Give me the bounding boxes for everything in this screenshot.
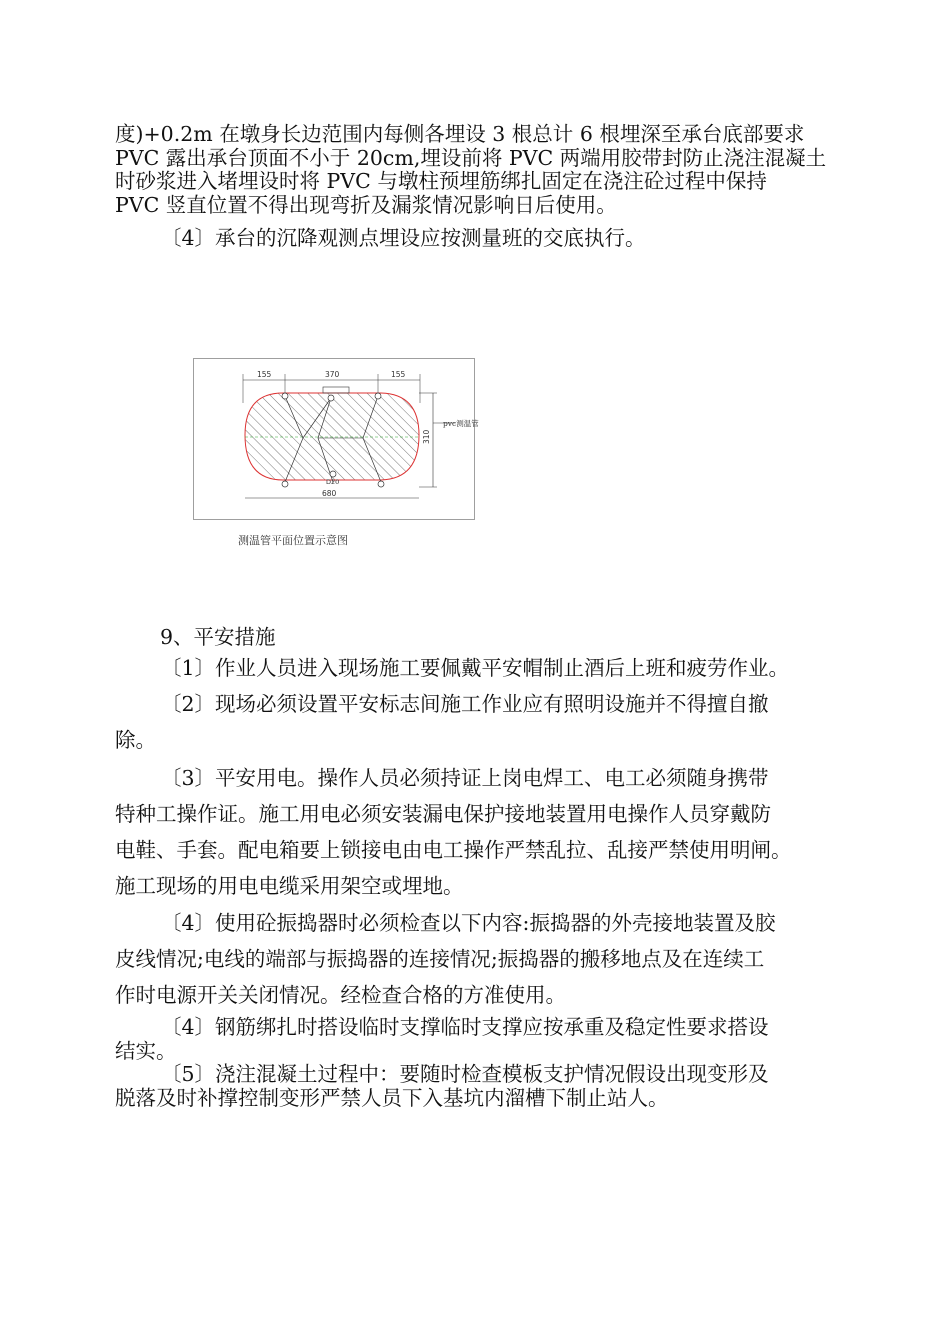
pvc-pipe-marker [282,393,288,399]
pvc-pipe-marker [375,393,381,399]
dim-label-right: 155 [391,370,406,379]
text-line: 度)+0.2m 在墩身长边范围内每侧各埋设 3 根总计 6 根埋深至承台底部要求 [115,122,805,146]
figure-caption: 测温管平面位置示意图 [238,534,348,547]
dim-label-mid: 370 [325,370,340,379]
text-line: 〔1〕作业人员进入现场施工要佩戴平安帽制止酒后上班和疲劳作业。 [161,656,790,680]
text-line: 〔2〕现场必须设置平安标志间施工作业应有照明设施并不得擅自撤 [161,692,769,716]
paragraph-settlement-point: 〔4〕承台的沉降观测点埋设应按测量班的交底执行。 [161,226,646,250]
text-line: PVC 露出承台顶面不小于 20cm,埋设前将 PVC 两端用胶带封防止浇注混凝土 [115,145,827,170]
safety-item-5 [115,1016,845,1063]
diagram-svg [193,358,479,520]
text-line: 电鞋、手套。配电箱要上锁接电由电工操作严禁乱拉、乱接严禁使用明闸。 [115,838,792,862]
dim-label-width: 680 [322,489,337,498]
text-line: 〔4〕使用砼振捣器时必须检查以下内容:振捣器的外壳接地装置及胶 [161,911,776,935]
paragraph-pvc-installation [115,123,845,217]
pvc-pipe-marker [330,471,336,477]
text-line: 施工现场的用电电缆采用架空或埋地。 [115,874,464,898]
safety-item-3 [115,760,845,904]
safety-item-6 [115,1063,845,1110]
pipe-size-label: D20 [326,478,340,486]
text-line: 作时电源开关关闭情况。经检查合格的方准使用。 [115,983,566,1007]
text-line: 脱落及时补撑控制变形严禁人员下入基坑内溜槽下制止站人。 [115,1085,669,1110]
text-line: 结实。 [115,1038,177,1063]
safety-item-4 [115,905,845,1013]
pvc-pipe-marker [282,481,288,487]
safety-item-2 [115,686,845,758]
text-line: 时砂浆进入堵埋设时将 PVC 与墩柱预埋筋绑扎固定在浇注砼过程中保持 [115,169,767,193]
text-line: 〔3〕平安用电。操作人员必须持证上岗电焊工、电工必须随身携带 [161,766,769,790]
text-line: 〔4〕钢筋绑扎时搭设临时支撑临时支撑应按承重及稳定性要求搭设 [161,1015,769,1039]
text-line: 〔5〕浇注混凝土过程中：要随时检查模板支护情况假设出现变形及 [161,1062,769,1086]
pvc-pipe-marker [328,395,334,401]
text-line: PVC 竖直位置不得出现弯折及漏浆情况影响日后使用。 [115,192,617,217]
pier-section-outline [245,393,419,480]
pipe-label: pvc测温管 [443,419,479,428]
text-line: 皮线情况;电线的端部与振捣器的连接情况;振捣器的搬移地点及在连续工 [115,947,765,971]
dim-label-left: 155 [257,370,272,379]
text-line: 特种工操作证。施工用电必须安装漏电保护接地装置用电操作人员穿戴防 [115,802,771,826]
temperature-pipe-diagram [193,358,479,520]
dim-label-height: 310 [422,429,431,444]
pvc-pipe-marker [378,481,384,487]
section-heading: 9、平安措施 [160,625,276,649]
safety-item-1 [115,650,845,686]
text-line: 除。 [115,728,156,752]
